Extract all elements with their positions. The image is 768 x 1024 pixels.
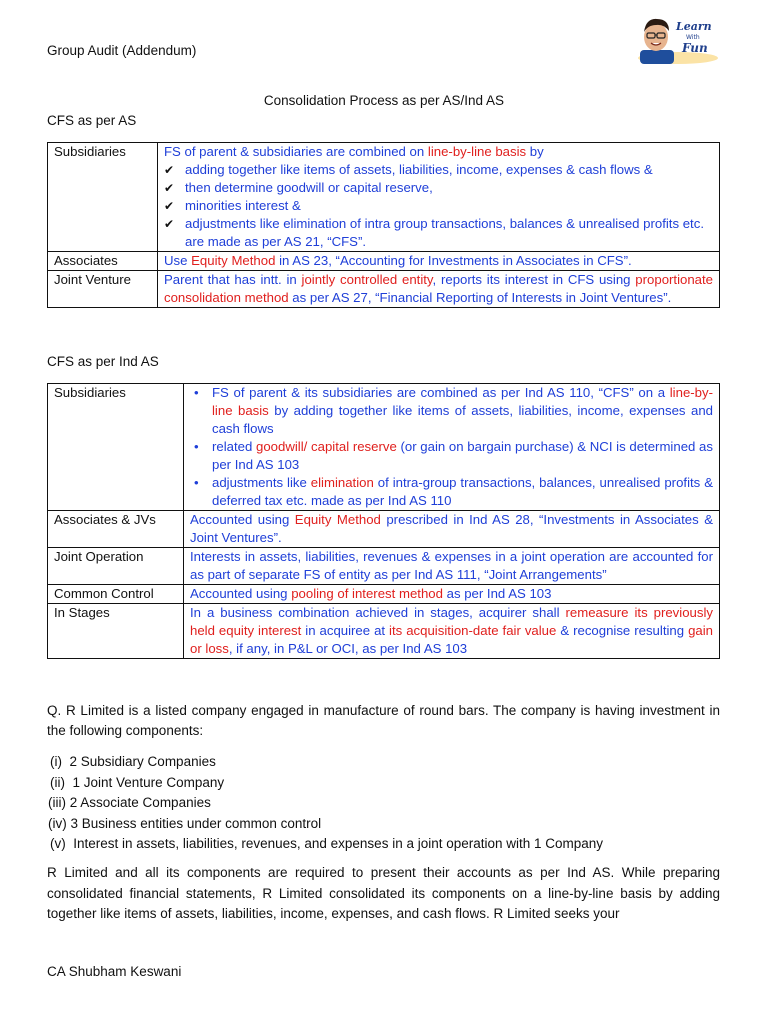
rich-text: Accounted using Equity Method prescribed in Ind AS 28, “Investments in Associates & Joint Ventures”.	[190, 512, 713, 545]
checkmark-icon: ✔	[164, 181, 175, 195]
table-row	[48, 511, 720, 548]
table-row	[48, 604, 720, 659]
checklist	[164, 161, 713, 251]
list-item: (i) 2 Subsidiary Companies	[50, 754, 216, 769]
bullet-icon: •	[194, 475, 199, 490]
table-row	[48, 585, 720, 604]
list-item: ✔ minorities interest &	[164, 198, 301, 213]
row-content	[184, 511, 720, 548]
bullet-icon: •	[194, 385, 199, 400]
checkmark-icon: ✔	[164, 163, 175, 177]
rich-text: adjustments like elimination of intra-group transactions, balances, unrealised profits & deferred tax etc. made as per Ind AS 110	[212, 475, 713, 508]
rich-text: Use Equity Method in AS 23, “Accounting for Investments in Associates in CFS”.	[164, 253, 632, 268]
rich-text: FS of parent & subsidiaries are combined on line-by-line basis by	[164, 144, 544, 159]
row-label: Joint Venture	[48, 271, 158, 308]
table-row	[48, 143, 720, 252]
list-item: (iv) 3 Business entities under common control	[48, 815, 322, 831]
document-title: Consolidation Process as per AS/Ind AS	[263, 93, 505, 108]
list-item	[190, 474, 713, 510]
svg-text:Learn: Learn	[676, 20, 712, 33]
row-label: Subsidiaries	[48, 143, 158, 252]
svg-text:Fun: Fun	[682, 41, 708, 55]
table-row	[48, 271, 720, 308]
learn-with-fun-logo	[636, 14, 720, 64]
rich-text: Interests in assets, liabilities, revenues & expenses in a joint operation are accounted for as part of separate FS of entity as per Ind AS 111, “Joint Arrangements”	[190, 549, 713, 582]
row-content	[184, 604, 720, 659]
list-item: ✔ adjustments like elimination of intra group transactions, balances & unrealised profits etc. are made as per AS 21, “CFS”.	[164, 216, 704, 249]
list-item: ✔ adding together like items of assets, liabilities, income, expenses & cash flows &	[164, 162, 653, 177]
rich-text: Parent that has intt. in jointly controlled entity, reports its interest in CFS using proportionate consolidation method as per AS 27, “Financial Reporting of Interests in Joint Ventures”.	[164, 272, 714, 305]
row-content	[184, 384, 720, 511]
row-label: Common Control	[48, 585, 184, 604]
header-title: Group Audit (Addendum)	[47, 43, 197, 58]
checkmark-icon: ✔	[164, 217, 175, 231]
row-content	[184, 585, 720, 604]
row-label: Associates	[48, 252, 158, 271]
checkmark-icon: ✔	[164, 199, 175, 213]
row-content	[158, 143, 720, 252]
row-label: Associates & JVs	[48, 511, 184, 548]
section-title-as: CFS as per AS	[47, 113, 137, 128]
logo-graphic	[636, 14, 720, 64]
list-item	[190, 384, 713, 438]
question-text: Q. R Limited is a listed company engaged in manufacture of round bars. The company is having investment in the following components:	[47, 703, 720, 738]
bullet-icon: •	[194, 439, 199, 454]
footer-author: CA Shubham Keswani	[47, 964, 182, 979]
table-row	[48, 548, 720, 585]
rich-text: Accounted using pooling of interest method as per Ind AS 103	[190, 586, 552, 601]
row-label: In Stages	[48, 604, 184, 659]
rich-text: FS of parent & its subsidiaries are combined as per Ind AS 110, “CFS” on a line-by-line basis by adding together like items of assets, liabilities, income, expenses and cash flows	[212, 385, 713, 436]
rich-text: related goodwill/ capital reserve (or gain on bargain purchase) & NCI is determined as per Ind AS 103	[212, 439, 713, 472]
row-label: Subsidiaries	[48, 384, 184, 511]
list-item	[190, 438, 713, 474]
list-item: (ii) 1 Joint Venture Company	[50, 774, 225, 790]
cfs-ind-as-table	[47, 383, 720, 659]
components-list	[50, 752, 603, 855]
cfs-as-table	[47, 142, 720, 308]
section-title-ind-as: CFS as per Ind AS	[47, 354, 159, 369]
table-row	[48, 384, 720, 511]
row-content	[158, 252, 720, 271]
list-item: ✔ then determine goodwill or capital reserve,	[164, 180, 433, 195]
list-item: (v) Interest in assets, liabilities, revenues, and expenses in a joint operation with 1 Company	[50, 836, 604, 851]
row-label: Joint Operation	[48, 548, 184, 585]
row-content	[158, 271, 720, 308]
question-paragraph: R Limited and all its components are required to present their accounts as per Ind AS. While preparing consolidated financial statements, R Limited consolidated its components on a line-by-line basis by adding together like items of assets, liabilities, income, expenses, and cash flows. R Limited seeks your	[47, 865, 720, 921]
rich-text: In a business combination achieved in stages, acquirer shall remeasure its previously held equity interest in acquiree at its acquisition-date fair value & recognise resulting gain or loss, if any, in P&L or OCI, as per Ind AS 103	[190, 605, 713, 656]
table-row	[48, 252, 720, 271]
list-item: (iii) 2 Associate Companies	[48, 795, 211, 810]
bullet-list	[190, 384, 713, 510]
row-content	[184, 548, 720, 585]
svg-text:With: With	[686, 34, 700, 41]
